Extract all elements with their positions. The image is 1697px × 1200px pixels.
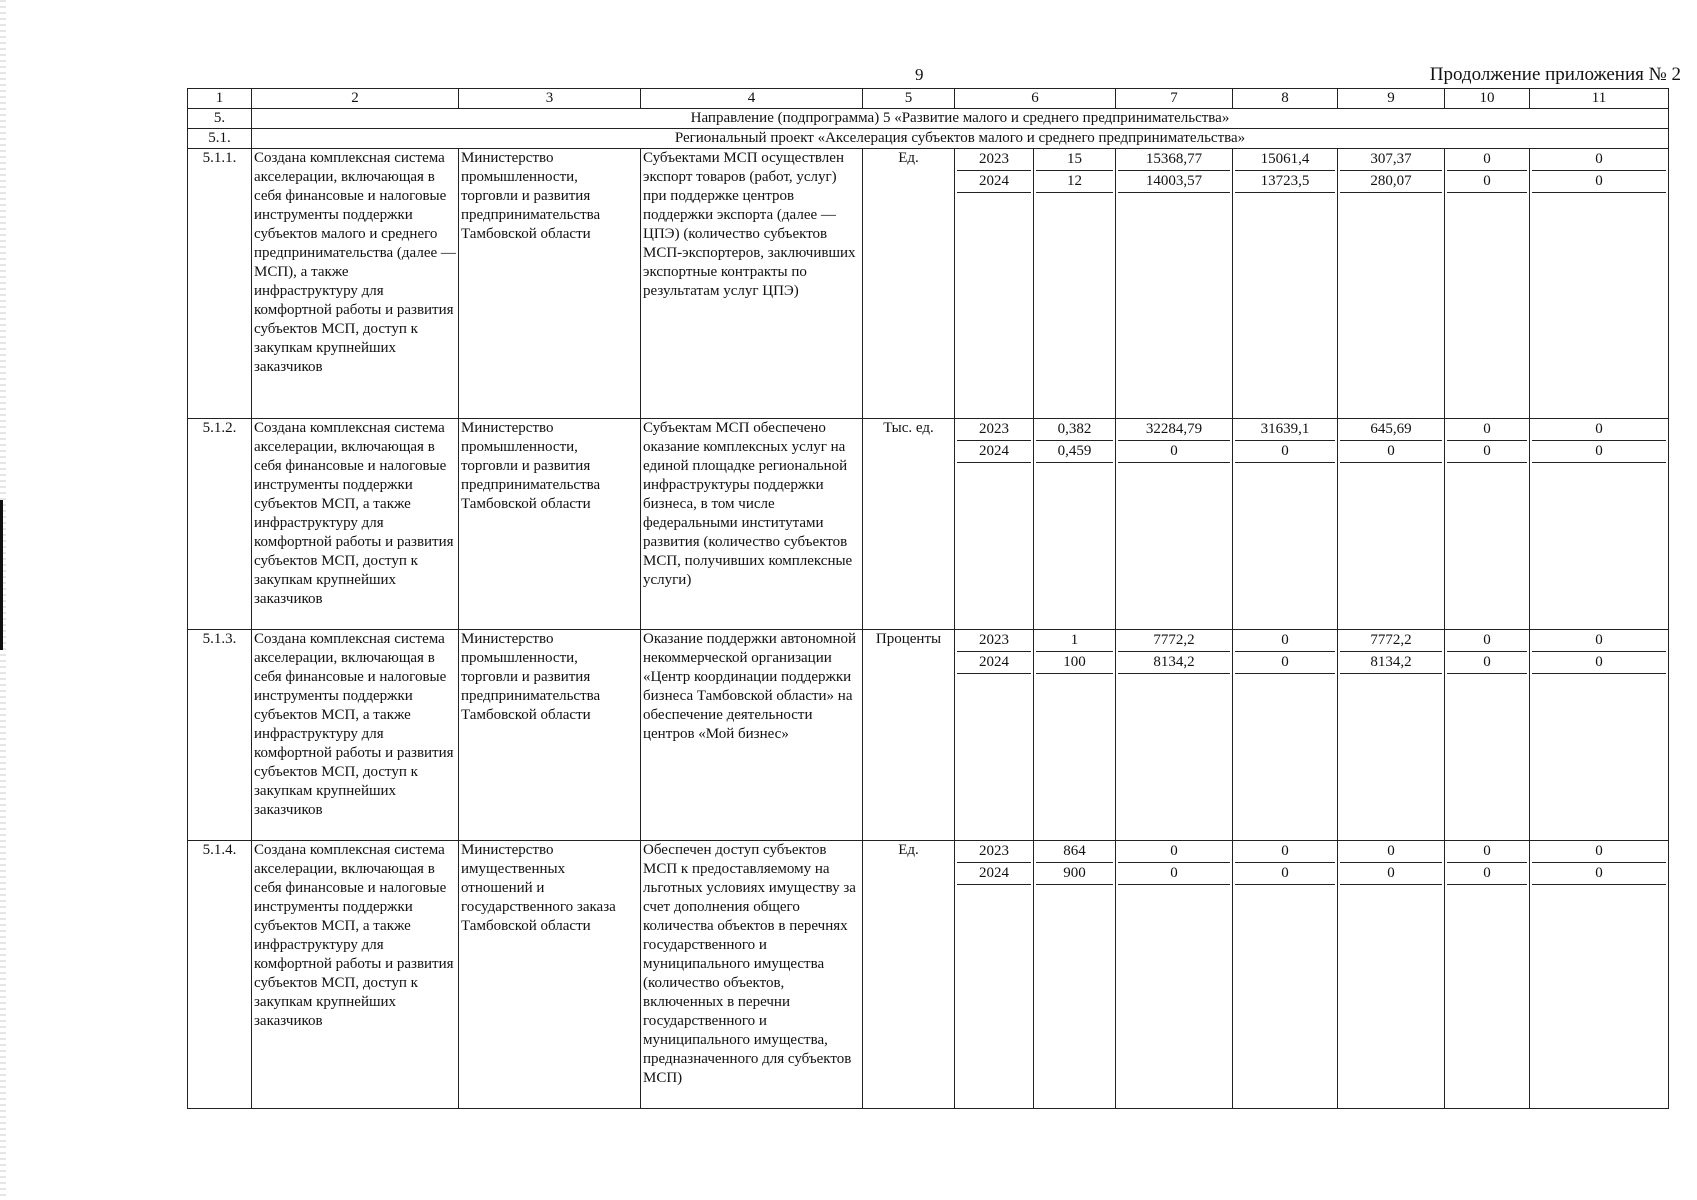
col11-value: 0 <box>1532 171 1666 193</box>
unit-cell: Проценты <box>863 630 955 841</box>
unit-cell: Ед. <box>863 149 955 419</box>
task-cell: Создана комплексная система акселерации, включающая в себя финансовые и налоговые инструменты поддержки субъектов малого и среднего предпринимательства (далее — МСП), а также инфраструктуру для комфортной работы и развития субъектов МСП, доступ к закупкам крупнейших заказчиков <box>252 149 459 419</box>
col9-value: 8134,2 <box>1340 652 1442 674</box>
indicator-value-cell <box>1034 841 1116 1109</box>
row-number: 5.1.2. <box>188 419 252 630</box>
col11-cell <box>1530 419 1669 630</box>
col8-value: 13723,5 <box>1235 171 1335 193</box>
task-cell: Создана комплексная система акселерации, включающая в себя финансовые и налоговые инструменты поддержки субъектов МСП, а также инфраструктуру для комфортной работы и развития субъектов МСП, доступ к закупкам крупнейших заказчиков <box>252 630 459 841</box>
indicator-value: 12 <box>1036 171 1113 193</box>
col9-value: 0 <box>1340 863 1442 885</box>
year-value: 2024 <box>957 863 1031 885</box>
section-number: 5. <box>188 109 252 129</box>
col10-value: 0 <box>1447 419 1527 441</box>
year-cell <box>955 419 1034 630</box>
col10-value: 0 <box>1447 863 1527 885</box>
section-title: Направление (подпрограмма) 5 «Развитие малого и среднего предпринимательства» <box>252 109 1669 129</box>
col7-value: 8134,2 <box>1118 652 1230 674</box>
column-header: 5 <box>863 89 955 109</box>
executor-cell: Министерство промышленности, торговли и развития предпринимательства Тамбовской области <box>459 419 641 630</box>
indicator-value: 900 <box>1036 863 1113 885</box>
col10-value: 0 <box>1447 441 1527 463</box>
col8-cell <box>1233 149 1338 419</box>
col7-value: 0 <box>1118 441 1230 463</box>
col11-value: 0 <box>1532 441 1666 463</box>
unit-cell: Ед. <box>863 841 955 1109</box>
col8-cell <box>1233 841 1338 1109</box>
unit-cell: Тыс. ед. <box>863 419 955 630</box>
col11-value: 0 <box>1532 149 1666 171</box>
indicator-cell: Субъектами МСП осуществлен экспорт товаров (работ, услуг) при поддержке центров поддержки экспорта (далее — ЦПЭ) (количество субъектов МСП-экспортеров, заключивших экспортные контракты по результатам услуг ЦПЭ) <box>641 149 863 419</box>
col8-value: 0 <box>1235 863 1335 885</box>
col8-cell <box>1233 630 1338 841</box>
section-row <box>188 109 1669 129</box>
col7-value: 32284,79 <box>1118 419 1230 441</box>
col11-value: 0 <box>1532 863 1666 885</box>
col9-value: 645,69 <box>1340 419 1442 441</box>
col7-cell <box>1116 149 1233 419</box>
indicator-value-cell <box>1034 419 1116 630</box>
column-header-row <box>188 89 1669 109</box>
col9-cell <box>1338 419 1445 630</box>
subsection-title: Региональный проект «Акселерация субъектов малого и среднего предпринимательства» <box>252 129 1669 149</box>
year-value: 2023 <box>957 841 1031 863</box>
row-number: 5.1.3. <box>188 630 252 841</box>
column-header: 4 <box>641 89 863 109</box>
indicator-value: 15 <box>1036 149 1113 171</box>
col9-value: 0 <box>1340 441 1442 463</box>
task-cell: Создана комплексная система акселерации, включающая в себя финансовые и налоговые инструменты поддержки субъектов МСП, а также инфраструктуру для комфортной работы и развития субъектов МСП, доступ к закупкам крупнейших заказчиков <box>252 841 459 1109</box>
indicator-cell: Субъектам МСП обеспечено оказание комплексных услуг на единой площадке региональной инфраструктуры поддержки бизнеса, в том числе федеральными институтами развития (количество субъектов МСП, получивших комплексные услуги) <box>641 419 863 630</box>
col9-value: 307,37 <box>1340 149 1442 171</box>
column-header: 10 <box>1445 89 1530 109</box>
col8-cell <box>1233 419 1338 630</box>
col7-cell <box>1116 419 1233 630</box>
col7-value: 0 <box>1118 841 1230 863</box>
col7-value: 7772,2 <box>1118 630 1230 652</box>
year-value: 2023 <box>957 149 1031 171</box>
table-row <box>188 630 1669 841</box>
col11-value: 0 <box>1532 652 1666 674</box>
scan-left-mark <box>0 500 3 650</box>
col8-value: 0 <box>1235 441 1335 463</box>
col11-cell <box>1530 630 1669 841</box>
column-header: 3 <box>459 89 641 109</box>
indicator-value: 100 <box>1036 652 1113 674</box>
year-cell <box>955 841 1034 1109</box>
indicator-value: 864 <box>1036 841 1113 863</box>
program-table <box>187 88 1669 1109</box>
executor-cell: Министерство промышленности, торговли и развития предпринимательства Тамбовской области <box>459 149 641 419</box>
indicator-value-cell <box>1034 149 1116 419</box>
col7-value: 14003,57 <box>1118 171 1230 193</box>
year-cell <box>955 630 1034 841</box>
col8-value: 0 <box>1235 630 1335 652</box>
indicator-value: 0,382 <box>1036 419 1113 441</box>
column-header: 7 <box>1116 89 1233 109</box>
indicator-cell: Обеспечен доступ субъектов МСП к предоставляемому на льготных условиях имуществу за счет дополнения общего количества объектов в перечнях государственного и муниципального имущества (количество объектов, включенных в перечни государственного и муниципального имущества, предназначенного для субъектов МСП) <box>641 841 863 1109</box>
col9-value: 0 <box>1340 841 1442 863</box>
col10-cell <box>1445 630 1530 841</box>
col7-value: 0 <box>1118 863 1230 885</box>
col8-value: 15061,4 <box>1235 149 1335 171</box>
subsection-row <box>188 129 1669 149</box>
subsection-number: 5.1. <box>188 129 252 149</box>
column-header: 2 <box>252 89 459 109</box>
column-header: 11 <box>1530 89 1669 109</box>
row-number: 5.1.4. <box>188 841 252 1109</box>
year-value: 2024 <box>957 171 1031 193</box>
column-header: 8 <box>1233 89 1338 109</box>
executor-cell: Министерство промышленности, торговли и развития предпринимательства Тамбовской области <box>459 630 641 841</box>
year-cell <box>955 149 1034 419</box>
col10-cell <box>1445 841 1530 1109</box>
col9-value: 280,07 <box>1340 171 1442 193</box>
table-row <box>188 149 1669 419</box>
column-header: 9 <box>1338 89 1445 109</box>
col9-cell <box>1338 630 1445 841</box>
col10-cell <box>1445 149 1530 419</box>
col7-value: 15368,77 <box>1118 149 1230 171</box>
col11-cell <box>1530 149 1669 419</box>
year-value: 2023 <box>957 630 1031 652</box>
col11-cell <box>1530 841 1669 1109</box>
indicator-value: 1 <box>1036 630 1113 652</box>
col11-value: 0 <box>1532 630 1666 652</box>
col8-value: 0 <box>1235 652 1335 674</box>
col8-value: 0 <box>1235 841 1335 863</box>
year-value: 2024 <box>957 652 1031 674</box>
col9-cell <box>1338 149 1445 419</box>
col11-value: 0 <box>1532 841 1666 863</box>
indicator-value-cell <box>1034 630 1116 841</box>
task-cell: Создана комплексная система акселерации, включающая в себя финансовые и налоговые инструменты поддержки субъектов МСП, а также инфраструктуру для комфортной работы и развития субъектов МСП, доступ к закупкам крупнейших заказчиков <box>252 419 459 630</box>
table-row <box>188 841 1669 1109</box>
executor-cell: Министерство имущественных отношений и государственного заказа Тамбовской области <box>459 841 641 1109</box>
indicator-cell: Оказание поддержки автономной некоммерческой организации «Центр координации поддержки бизнеса Тамбовской области» на обеспечение деятельности центров «Мой бизнес» <box>641 630 863 841</box>
col10-cell <box>1445 419 1530 630</box>
indicator-value: 0,459 <box>1036 441 1113 463</box>
col7-cell <box>1116 630 1233 841</box>
column-header: 6 <box>955 89 1116 109</box>
col10-value: 0 <box>1447 149 1527 171</box>
col10-value: 0 <box>1447 841 1527 863</box>
row-number: 5.1.1. <box>188 149 252 419</box>
table-row <box>188 419 1669 630</box>
col9-value: 7772,2 <box>1340 630 1442 652</box>
col10-value: 0 <box>1447 171 1527 193</box>
col10-value: 0 <box>1447 652 1527 674</box>
col7-cell <box>1116 841 1233 1109</box>
year-value: 2023 <box>957 419 1031 441</box>
year-value: 2024 <box>957 441 1031 463</box>
column-header: 1 <box>188 89 252 109</box>
col9-cell <box>1338 841 1445 1109</box>
col10-value: 0 <box>1447 630 1527 652</box>
col11-value: 0 <box>1532 419 1666 441</box>
page-number: 9 <box>915 65 924 84</box>
col8-value: 31639,1 <box>1235 419 1335 441</box>
continuation-label: Продолжение приложения № 2 <box>1429 64 1681 85</box>
